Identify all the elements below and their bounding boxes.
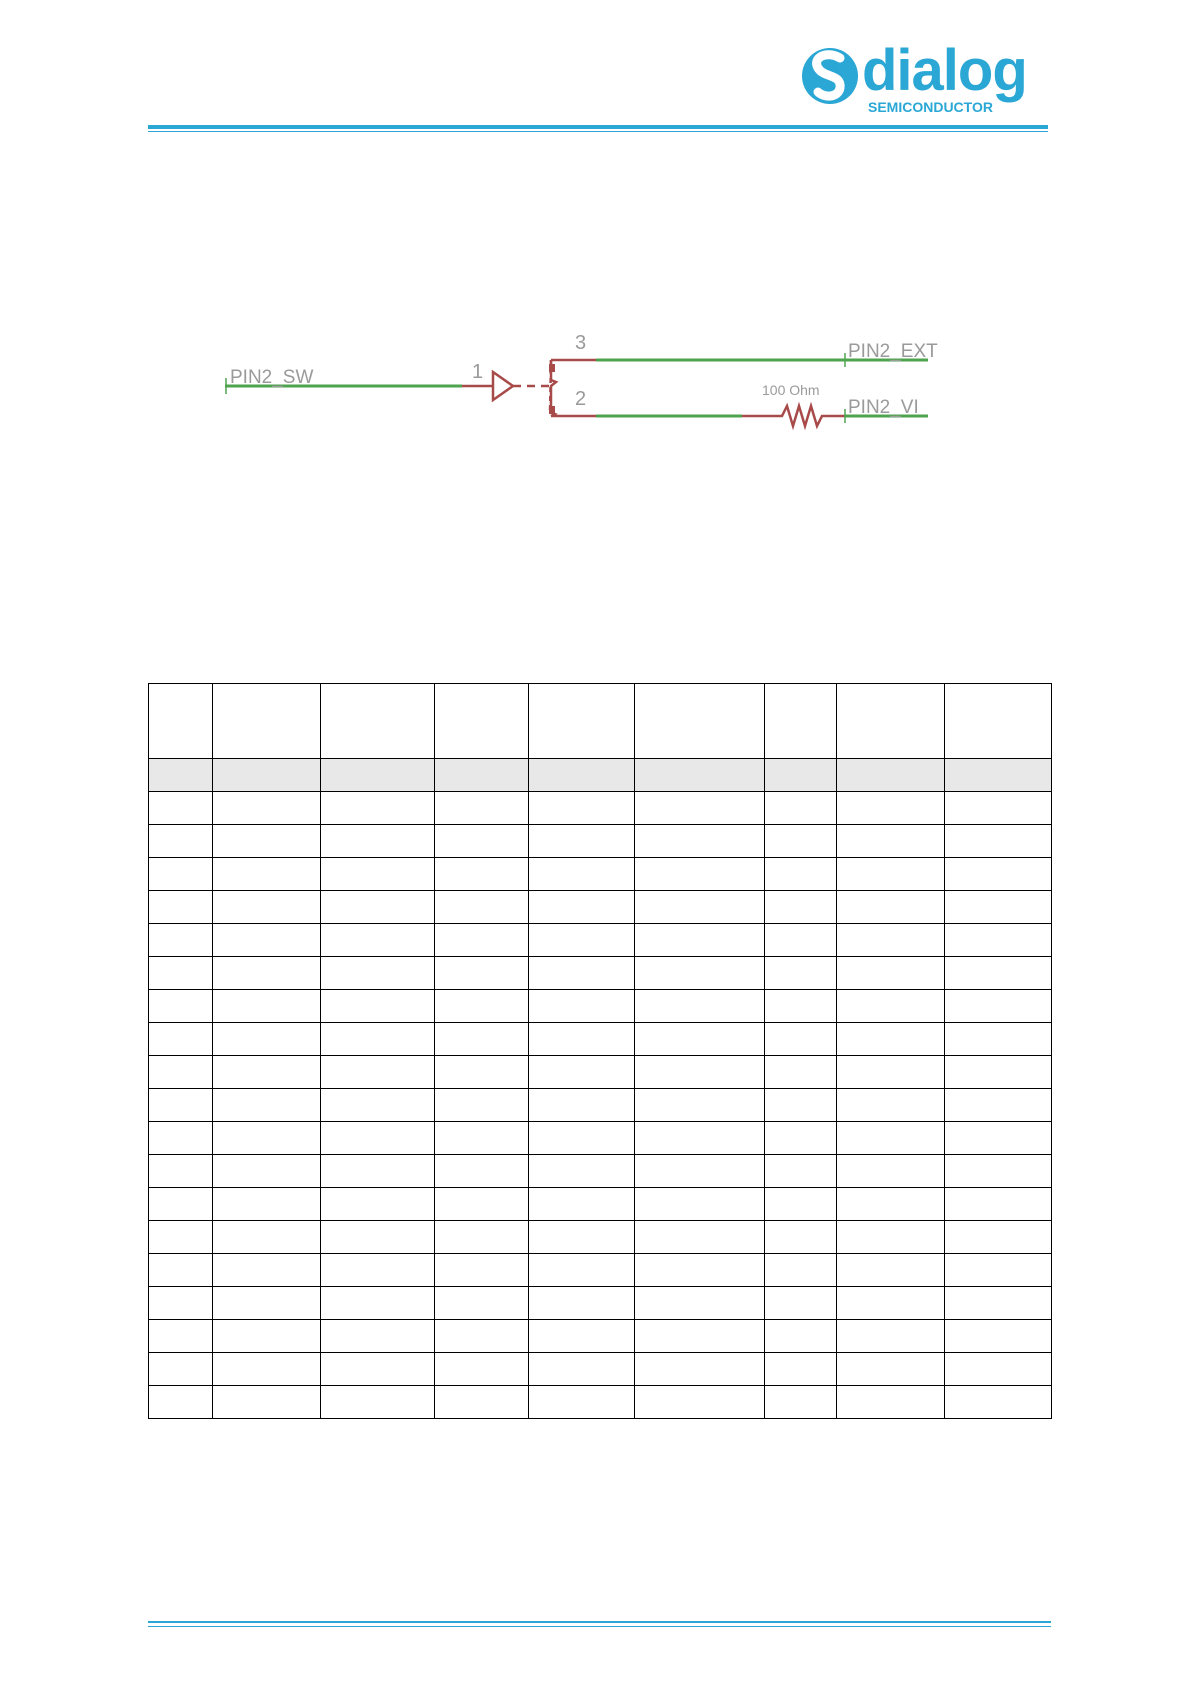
table-cell [945,792,1052,825]
table-cell [149,684,213,759]
table-cell [213,957,321,990]
table-cell [149,858,213,891]
table-cell [765,858,837,891]
pin-number-1: 1 [472,361,484,383]
table-cell [435,1089,529,1122]
table-row [149,1023,1052,1056]
table-cell [321,1386,435,1419]
table-cell [435,1155,529,1188]
table-cell [945,1023,1052,1056]
table-cell [765,891,837,924]
table-cell [837,957,945,990]
table-cell [945,1155,1052,1188]
table-cell [529,891,635,924]
table-cell [837,1221,945,1254]
table-cell [213,1386,321,1419]
switch-symbol [493,372,513,400]
table-cell [529,858,635,891]
table-cell [529,792,635,825]
table-cell [529,759,635,792]
table-row [149,792,1052,825]
table-cell [765,1188,837,1221]
table-cell [635,759,765,792]
table-row [149,957,1052,990]
table-cell [529,825,635,858]
table-cell [435,684,529,759]
table-cell [837,1287,945,1320]
table-cell [945,1122,1052,1155]
table-cell [837,1386,945,1419]
table-cell [149,924,213,957]
table-cell [765,1386,837,1419]
table-cell [529,1386,635,1419]
table-cell [945,1386,1052,1419]
table-cell [321,1188,435,1221]
logo-wordmark: dialog [862,38,1027,103]
table-cell [837,924,945,957]
table-cell [213,1320,321,1353]
table-cell [529,924,635,957]
table-cell [765,759,837,792]
table-header-row [149,684,1052,759]
table-cell [529,1089,635,1122]
table-cell [945,891,1052,924]
table-row [149,924,1052,957]
table-cell [213,990,321,1023]
table-cell [765,1320,837,1353]
table-cell [635,1254,765,1287]
table-cell [321,1353,435,1386]
table-cell [149,1155,213,1188]
table-cell [837,1254,945,1287]
table-row [149,1188,1052,1221]
table-cell [321,1023,435,1056]
table-cell [837,759,945,792]
table-cell [837,1089,945,1122]
table-row [149,1287,1052,1320]
table-cell [765,1287,837,1320]
table-cell [149,1089,213,1122]
table-cell [765,1122,837,1155]
pin-number-2: 2 [575,388,587,410]
table-cell [765,924,837,957]
table-cell [435,891,529,924]
table-cell [765,990,837,1023]
table-cell [435,825,529,858]
table-cell [321,1089,435,1122]
table-cell [435,1353,529,1386]
table-cell [435,1122,529,1155]
table-cell [149,1056,213,1089]
table-cell [837,1056,945,1089]
table-cell [765,1023,837,1056]
table-cell [529,990,635,1023]
table-cell [765,957,837,990]
table-cell [213,1188,321,1221]
table-cell [321,684,435,759]
table-cell [529,1023,635,1056]
table-subheader-row [149,759,1052,792]
table-cell [321,990,435,1023]
dialog-semiconductor-logo [796,36,1056,116]
table-cell [149,957,213,990]
table-row [149,1320,1052,1353]
table-cell [765,1353,837,1386]
table-row [149,1056,1052,1089]
table-cell [635,1320,765,1353]
table-cell [435,924,529,957]
table-cell [321,825,435,858]
table-row [149,1221,1052,1254]
table-cell [321,1320,435,1353]
table-cell [765,825,837,858]
table-cell [837,1155,945,1188]
table-cell [435,1254,529,1287]
table-cell [213,924,321,957]
table-cell [149,1122,213,1155]
table-cell [635,924,765,957]
table-cell [529,1287,635,1320]
table-row [149,1089,1052,1122]
table-cell [149,891,213,924]
table-cell [945,1221,1052,1254]
net-label-pin2-sw: PIN2_SW [230,367,314,388]
net-label-pin2-ext: PIN2_EXT [848,341,938,362]
table-cell [635,1155,765,1188]
table-cell [529,684,635,759]
table-cell [213,684,321,759]
table-cell [635,891,765,924]
table-cell [213,1287,321,1320]
table-cell [149,1386,213,1419]
table-cell [321,1155,435,1188]
table-cell [213,891,321,924]
table-cell [529,1254,635,1287]
footer-rule [148,1621,1051,1629]
net-label-pin2-vi: PIN2_VI [848,397,919,418]
table-cell [837,1353,945,1386]
table-cell [945,990,1052,1023]
table-cell [213,1023,321,1056]
table-cell [435,1023,529,1056]
table-cell [435,1320,529,1353]
table-cell [149,1188,213,1221]
table-cell [765,1221,837,1254]
table-cell [321,792,435,825]
table-row [149,1353,1052,1386]
table-cell [837,990,945,1023]
table-cell [321,1122,435,1155]
table-cell [837,1023,945,1056]
table-cell [435,1188,529,1221]
table-row [149,990,1052,1023]
table-cell [149,792,213,825]
table-cell [149,759,213,792]
table-cell [529,1056,635,1089]
table-cell [945,1188,1052,1221]
table-cell [435,792,529,825]
table-cell [213,858,321,891]
pin-table [148,683,1052,1419]
table-cell [945,684,1052,759]
table-cell [765,1089,837,1122]
table-cell [321,1221,435,1254]
table-cell [635,1023,765,1056]
table-cell [635,1188,765,1221]
table-cell [149,1353,213,1386]
pin-number-3: 3 [575,332,587,354]
table-cell [149,990,213,1023]
table-cell [435,759,529,792]
table-row [149,1254,1052,1287]
table-cell [149,1221,213,1254]
table-cell [321,1254,435,1287]
table-cell [765,684,837,759]
table-cell [213,1221,321,1254]
table-cell [635,1386,765,1419]
table-cell [213,1122,321,1155]
table-cell [837,825,945,858]
table-cell [435,1056,529,1089]
table-cell [213,1155,321,1188]
table-cell [635,792,765,825]
table-cell [635,1056,765,1089]
table-cell [435,858,529,891]
table-row [149,1122,1052,1155]
table-cell [765,1254,837,1287]
table-cell [945,1320,1052,1353]
table-cell [529,1122,635,1155]
table-cell [529,1353,635,1386]
table-cell [635,1089,765,1122]
table-cell [213,825,321,858]
table-cell [321,1287,435,1320]
schematic-diagram [200,320,980,450]
table-cell [945,1056,1052,1089]
table-cell [529,1188,635,1221]
table-cell [149,1320,213,1353]
table-cell [213,1353,321,1386]
resistor-symbol [742,406,845,426]
table-cell [945,759,1052,792]
table-cell [321,858,435,891]
table-cell [529,1155,635,1188]
table-cell [837,792,945,825]
table-row [149,825,1052,858]
table-cell [635,825,765,858]
table-cell [529,1320,635,1353]
table-cell [213,792,321,825]
table-cell [149,1023,213,1056]
table-row [149,858,1052,891]
table-cell [149,1254,213,1287]
table-cell [945,1089,1052,1122]
table-cell [435,1221,529,1254]
table-cell [635,990,765,1023]
table-cell [765,1056,837,1089]
table-row [149,1155,1052,1188]
table-cell [213,759,321,792]
table-cell [945,825,1052,858]
table-cell [435,957,529,990]
table-cell [765,1155,837,1188]
table-cell [321,759,435,792]
table-cell [945,924,1052,957]
table-cell [435,1386,529,1419]
table-cell [635,1122,765,1155]
table-cell [213,1056,321,1089]
table-cell [321,891,435,924]
table-cell [837,891,945,924]
table-cell [837,1320,945,1353]
table-cell [837,1188,945,1221]
table-cell [837,858,945,891]
table-cell [529,1221,635,1254]
table-row [149,891,1052,924]
table-cell [149,1287,213,1320]
table-cell [435,990,529,1023]
table-cell [635,1353,765,1386]
table-cell [837,1122,945,1155]
table-row [149,1386,1052,1419]
table-cell [945,858,1052,891]
table-cell [149,825,213,858]
table-cell [321,924,435,957]
logo-tagline: SEMICONDUCTOR [868,99,993,115]
header-rule [148,125,1048,133]
table-cell [635,858,765,891]
table-cell [945,957,1052,990]
dialog-mark-icon [802,48,858,104]
table-cell [529,957,635,990]
table-cell [765,792,837,825]
table-cell [635,1221,765,1254]
table-cell [321,957,435,990]
resistor-value-label: 100 Ohm [762,382,820,398]
table-cell [635,1287,765,1320]
table-cell [635,684,765,759]
table-cell [321,1056,435,1089]
table-cell [945,1353,1052,1386]
table-cell [945,1254,1052,1287]
table-cell [635,957,765,990]
table-cell [435,1287,529,1320]
table-cell [213,1089,321,1122]
table-cell [945,1287,1052,1320]
table-cell [213,1254,321,1287]
table-cell [837,684,945,759]
